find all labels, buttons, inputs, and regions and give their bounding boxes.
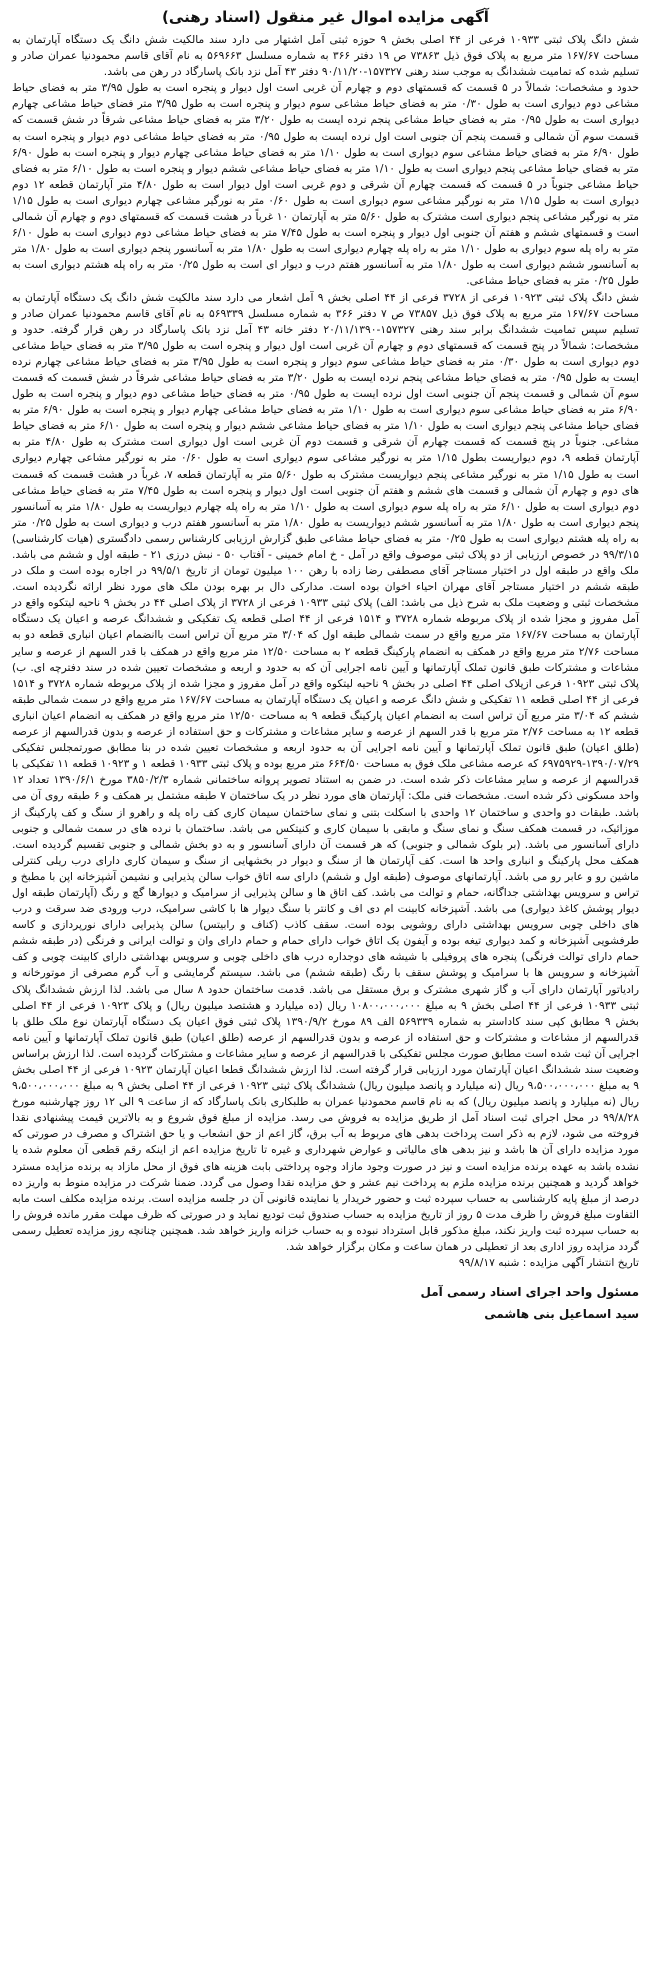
signatory-name: سید اسماعیل بنی هاشمی — [484, 1307, 639, 1322]
publication-date: تاریخ انتشار آگهی مزایده : شنبه ۹۹/۸/۱۷ — [458, 1256, 639, 1270]
notice-paragraph-1: شش دانگ پلاک ثبتی ۱۰۹۳۳ فرعی از ۴۴ اصلی بخش ۹ حوزه ثبتی آمل اشتهار می دارد سند مالکیت شش دانگ یک دستگاه آپارتمان به مساحت ۱۶۷/۶۷ متر مربع به پلاک فوق ذیل ۷۳۸۶۳ ص ۱۹ دفتر ۳۶۶ به شماره مسلسل ۵۶۹۶۶۳ به نام آقای قاسم محمودنیا عمران صادر و تسلیم شده که تمامیت ششدانگ به موجب سند رهنی ۱۵۷۳۲۷-۹۰/۱۱/۲۰ دفتر ۴۳ آمل نزد بانک پاسارگاد در رهن می باشد. — [12, 33, 639, 79]
notice-title: آگهی مزایده اموال غیر منقول (اسناد رهنی) — [162, 8, 489, 26]
office-name: مسئول واحد اجرای اسناد رسمی آمل — [420, 1285, 639, 1300]
notice-paragraph-2: حدود و مشخصات: شمالاً در ۵ قسمت که قسمتهای دوم و چهارم آن غربی است اول دیوار و پنجره است به طول ۳/۹۵ متر به فضای حیاط مشاعی دوم دیواری است به طول ۰/۳۰ متر به فضای حیاط مشاعی سوم دیوار و پنجره است به طول ۳/۹۵ متر فضای حیاط مشاعی چهارم دیواری است به طول ۰/۹۵ متر به فضای حیاط مشاعی پنجم نرده ایست به طول ۳/۲۰ متر به فضای حیاط مشاعی شرقاً در شش قسمت که قسمت سوم آن شمالی و قسمت پنجم آن جنوبی است اول نرده ایست به طول ۰/۹۵ متر به فضای حیاط مشاعی دوم دیوار و پنجره است به طول ۶/۹۰ متر به فضای حیاط مشاعی سوم دیواری است به طول ۱/۱۰ متر به فضای حیاط مشاعی چهارم دیوار و پنجره است به طول ۶/۹۰ متر به فضای حیاط مشاعی پنجم دیواری است به طول ۱/۱۰ متر به فضای حیاط مشاعی ششم دیوار و پنجره است به طول ۶/۱۰ متر به فضای حیاط مشاعی جنوباً در ۵ قسمت که قسمت چهارم آن شرقی و دوم غربی است اول دیوار است به طول ۴/۸۰ متر آپارتمان قطعه ۱۲ دوم دیواری است به طول ۱/۱۵ متر به نورگیر مشاعی سوم دیواری است به طول ۰/۶۰ متر به نورگیر مشاعی چهارم دیواری است به طول ۱/۱۵ متر به نورگیر مشاعی پنجم دیواری است مشترک به طول ۵/۶۰ متر به آپارتمان ۱۰ غرباً در هشت قسمت که قسمتهای دوم و چهارم آن شمالی است و قسمتهای ششم و هفتم آن جنوبی اول دیوار و پنجره است به طول ۷/۴۵ متر به فضای حیاط مشاعی دوم دیواری است به طول ۶/۱۰ متر به راه پله سوم دیواری به طول ۱/۱۰ متر به راه پله چهارم دیواری است به طول ۱/۸۰ متر به آسانسور پنجم دیواری است به طول ۱/۸۰ متر به آسانسور ششم دیواری است به طول ۱/۸۰ متر به آسانسور هفتم درب و دیوار ای است به طول ۰/۲۵ متر به راه پله هشتم دیواری است به طول ۰/۲۵ متر به فضای حیاط مشاعی. — [12, 81, 640, 288]
notice-paragraph-3: شش دانگ پلاک ثبتی ۱۰۹۲۳ فرعی از ۳۷۲۸ فرعی از ۴۴ اصلی بخش ۹ آمل اشعار می دارد سند مالکیت شش دانگ یک دستگاه آپارتمان به مساحت ۱۶۷/۶۷ متر مربع به پلاک فوق ذیل ۷۳۸۵۷ ص ۷ دفتر ۳۶۶ به شماره مسلسل ۵۶۹۳۳۹ به نام آقای قاسم محمودنیا عمران صادر و تسلیم سپس تمامیت ششدانگ برابر سند رهنی ۱۵۷۳۲۷-۲۰/۱۱/۱۳۹۰ دفتر خانه ۴۳ آمل نزد بانک پاسارگاد در رهن قرار گرفته. حدود و مشخصات: شمالاً در پنج قسمت که قسمتهای دوم و چهارم آن غربی است اول دیوار و پنجره است به طول ۳/۹۵ متر به فضای حیاط مشاعی دوم دیواری است به طول ۰/۳۰ متر به فضای حیاط مشاعی سوم دیوار و پنجره است به طول ۳/۹۵ متر به فضای حیاط مشاعی چهارم نرده ایست به طول ۰/۹۵ متر به فضای حیاط مشاعی پنجم نرده ایست به طول ۳/۲۰ متر به فضای حیاط مشاعی شرقاً در شش قسمت که قسمت سوم آن شمالی و قسمت پنجم آن جنوبی است اول نرده ایست به طول ۰/۹۵ متر به فضای حیاط مشاعی دوم دیوار و پنجره است به طول ۶/۹۰ متر به فضای حیاط مشاعی سوم دیواری است به طول ۱/۱۰ متر به فضای حیاط مشاعی چهارم دیوار و پنجره است به طول ۶/۹۰ متر به فضای حیاط مشاعی پنجم دیواری است به طول ۱/۱۰ متر به فضای حیاط مشاعی ششم دیوار و پنجره است به طول ۶/۱۰ متر به فضای حیاط مشاعی. جنوباً در پنج قسمت که قسمت چهارم آن شرقی و قسمت دوم آن غربی است اول دیواری است مشترک به طول ۴/۸۰ متر به آپارتمان قطعه ۹، دوم دیواریست بطول ۱/۱۵ متر به نورگیر مشاعی سوم دیواری است به طول ۰/۶۰ متر به نورگیر مشاعی چهارم دیواری است به طول ۱/۱۵ متر به نورگیر مشاعی پنجم دیواریست مشترک به طول ۵/۶۰ متر به آپارتمان قطعه ۷، غرباً در هشت قسمت که قسمت های دوم و چهارم آن شمالی و قسمت های ششم و هفتم آن جنوبی است اول دیوار و پنجره است به طول ۷/۴۵ متر به فضای حیاط مشاعی دوم دیواری است به طول ۶/۱۰ متر به راه پله سوم دیواری است به طول ۱/۱۰ متر به راه پله چهارم دیواریست به طول ۱/۸۰ متر به آسانسور پنجم دیواری است به طول ۱/۸۰ متر به آسانسور ششم دیواریست به طول ۱/۸۰ متر به آسانسور هفتم درب و دیواری است به طول ۰/۲۵ متر به راه پله هشتم دیواری است به طول ۰/۲۵ متر به فضای حیاط مشاعی طبق گزارش ارزیابی کارشناس رسمی دادگستری (هیات کارشناسی) ۹۹/۳/۱۵ در خصوص ارزیابی از دو پلاک ثبتی موصوف واقع در آمل - خ امام خمینی - آفتاب ۵۰ - نبش درزی ۲۱ - طبقه اول و ششم می باشد. ملک واقع در طبقه اول در اختیار مستاجر آقای مصطفی رضا زاده با رهن ۱۰۰ میلیون تومان از تاریخ ۹۹/۵/۱ در اجاره بوده است و ملک در طبقه ششم در اختیار مستاجر آقای مهران احیاء اخوان بوده است. مدارکی دال بر بهره بودن ملک های مورد نظر ارائه نگردیده است. مشخصات ثبتی و وضعیت ملک به شرح ذیل می باشد: الف) پلاک ثبتی ۱۰۹۳۳ فرعی از ۳۷۲۸ از پلاک اصلی ۴۴ در بخش ۹ ناحیه لیتکوه واقع در آمل مفروز و مجزا شده از پلاک مربوطه شماره ۳۷۲۸ و ۱۵۱۴ فرعی از ۴۴ اصلی قطعه یک تفکیکی و ششدانگ عرصه و اعیان یک دستگاه آپارتمان به مساحت ۱۶۷/۶۷ متر مربع واقع در سمت شمالی طبقه اول که ۳/۰۴ متر مربع آن تراس است باانضمام اعیان انباری قطعه دو به مساحت ۲/۷۶ متر مربع واقع در همکف به انضمام پارکینگ قطعه ۲ به مساحت ۱۲/۵۰ متر مربع واقع در همکف با قدر السهم از عرصه و سایر مشاعات و مشترکات طبق قانون تملک آپارتمانها و آیین نامه اجرایی آن که به حدود و اربعه و مشخصات تعیین شده در سند دفترچه ای. ب) پلاک ثبتی ۱۰۹۲۳ فرعی ازپلاک اصلی ۴۴ اصلی در بخش ۹ ناحیه لیتکوه واقع در آمل مفروز و مجزا شده از پلاک مربوطه شماره ۳۷۲۸ و ۱۵۱۴ فرعی از ۴۴ اصلی قطعه ۱۱ تفکیکی و شش دانگ عرصه و اعیان یک دستگاه آپارتمان به مساحت ۱۶۷/۶۷ متر مربع واقع در سمت شمالی طبقه ششم که ۳/۰۴ متر مربع آن تراس است به انضمام اعیان پارکینگ قطعه ۹ به مساحت ۱۲/۵۰ متر مربع واقع در همکف به انضمام اعیان انباری قطعه ۱۲ به مساحت ۲/۷۶ متر مربع با قدر السهم از عرصه و سایر مشاعات و مشترکات و حق استفاده از عرصه و بدون قدرالسهم از عرصه (طلق اعیان) طبق قانون تملک آپارتمانها و آیین نامه اجرایی آن به حدود اربعه و مشخصات تعیین شده در بنا مطابق صورتمجلس تفکیکی ۱۳۹۰/۰۷/۲۹-۶۹۷۵۹۲۹ که عرصه مشاعی ملک فوق به مساحت ۶۶۴/۵۰ متر مربع بوده و پلاک ثبتی ۱۰۹۳۳ قطعه ۱ و ۱۰۹۲۳ قطعه ۱۱ تفکیکی با قدرالسهم از عرصه و سایر مشاعات ذکر شده است. در ضمن به استناد تصویر پروانه ساختمانی شماره ۳۸۵۰/۲/۳ مورخ ۱۳۹۰/۶/۱ تعداد ۱۲ واحد مسکونی ذکر شده است. مشخصات فنی ملک: آپارتمان های مورد نظر در یک ساختمان ۷ طبقه مشتمل بر همکف و ۶ طبقه روی آن می باشد. طبقات دو واحدی و ساختمان ۱۲ واحدی با اسکلت بتنی و نمای ساختمان سیمان کاری کف راه پله و راهرو از سنگ و کف پارکینگ از موزائیک، در قسمت همکف سنگ و نمای سنگ و مابقی با سیمان کاری و کنیتکس می باشد. ساختمان با نرده های در سمت شمالی و جنوبی دارای آسانسور می باشد. (بر بلوک شمالی و جنوبی) که هر قسمت آن دارای آسانسور و به دو بخش شمالی و جنوبی تقسیم گردیده است. همکف محل پارکینگ و انباری واحد ها است. کف آپارتمان ها از سنگ و دیوار در بخشهایی از سنگ و سیمان کاری دارای درب ریلی کنترلی ماشین رو و عابر رو می باشد. آپارتمانهای موصوف (طبقه اول و ششم) دارای سه اتاق خواب سالن پذیرایی و نشیمن آشپزخانه اپن با مطبخ و تراس و سرویس بهداشتی جداگانه، حمام و توالت می باشد. کف اتاق ها و سالن پذیرایی از سرامیک و دیوارها گچ و رنگ (آپارتمان طبقه اول دیوار پوشش کاغذ دیواری) می باشد. آشپزخانه کابینت ام دی اف و کانتر با سنگ دیوار ها با کاشی سرامیک، درب ورودی ضد سرقت و درب های داخلی چوبی سرویس بهداشتی دارای روشویی بوده است. سقف کاذب (کناف و رابیتس) سالن پذیرایی دارای نورپردازی و کاسه طرفشویی آشپزخانه و کمد دیواری تیغه بوده و آیفون یک اتاق خواب دارای حمام و حمام دارای وان و توالت ایرانی و فرنگی (در طبقه ششم حمام دارای توالت فرنگی) پنجره های پروفیلی با شیشه های دوجداره درب های داخلی چوبی و سرویس بهداشتی دارای کابینت چوبی و کف آشپزخانه و سرویس ها با سرامیک و پوشش سقف با رنگ (طبقه ششم) می باشد. سیستم گرمایشی و آب گرم مصرفی از موتورخانه و رادیاتور آپارتمان دارای آب و گاز شهری مشترک و برق مستقل می باشد. قدمت ساختمان حدود ۸ سال می باشد. لذا ارزش ششدانگ پلاک ثبتی ۱۰۹۳۳ فرعی از ۴۴ اصلی بخش ۹ به مبلغ ۱۰۸۰۰،۰۰۰،۰۰۰ ریال (ده میلیارد و هشتصد میلیون ریال) و پلاک ۱۰۹۲۳ فرعی از ۴۴ اصلی بخش ۹ مطابق کپی سند کاداستر به شماره ۵۶۹۳۳۹ الف ۸۹ مورخ ۱۳۹۰/۹/۲ پلاک ثبتی فوق اعیان یک دستگاه آپارتمان نوع ملک طلق با قدرالسهم از مشاعات و مشترکات و حق استفاده از عرصه و بدون قدرالسهم از عرصه (طلق اعیان) طبق قانون تملک آپارتمانها و آیین نامه اجرایی آن ثبت شده است مطابق صورت مجلس تفکیکی با قدرالسهم از عرصه و سایر مشاعات و مشترکات گردیده است. لذا ارزش براساس وضعیت سند ششدانگ اعیان آپارتمان مورد ارزیابی قرار گرفته است. لذا ارزش ششدانگ قطعا اعیان آپارتمان ۱۰۹۲۳ فرعی از ۴۴ اصلی بخش ۹ به مبلغ ۹،۵۰۰،۰۰۰،۰۰۰ ریال (نه میلیارد و پانصد میلیون ریال) ششدانگ پلاک ثبتی ۱۰۹۲۳ فرعی از ۴۴ اصلی بخش ۹ به مبلغ ۹،۵۰۰،۰۰۰،۰۰۰ ریال (نه میلیارد و پانصد میلیون ریال) که به نام قاسم محمودنیا عمران به طلبکاری بانک پاسارگاد که از ساعت ۹ الی ۱۲ روز چهارشنبه مورخ ۹۹/۸/۲۸ در محل اجرای ثبت اسناد آمل از طریق مزایده به فروش می رسد. مزایده از مبلغ فوق شروع و به بالاترین قیمت پیشنهادی نقدا فروخته می شود، لازم به ذکر است پرداخت بدهی های مربوط به آب برق، گاز اعم از حق انشعاب و یا حق اشتراک و مصرف در صورتی که مورد مزایده دارای آن ها باشد و نیز بدهی های مالیاتی و عوارض شهرداری و غیره تا تاریخ مزایده اعم از اینکه رقم قطعی آن معلوم شده یا نشده باشد به عهده برنده مزایده است و نیز در صورت وجود مازاد وجوه پرداختی بابت هزینه های فوق از محل مازاد به برنده مزایده مسترد خواهد گردید و همچنین برنده مزایده ملزم به پرداخت نیم عشر و حق مزایده نقدا وصول می گردد. ضمنا شرکت در مزایده منوط به واریز ده درصد از مبلغ پایه کارشناسی به حساب سپرده ثبت و حضور خریدار یا نماینده قانونی آن در جلسه مزایده است. برنده مزایده مکلف است مابه التفاوت مبلغ فروش را ظرف مدت ۵ روز از تاریخ مزایده به حساب صندوق ثبت تودیع نماید و در صورتی که ظرف مهلت مقرر مانده فروش را به حساب سپرده ثبت واریز نکند، مبلغ مذکور قابل استرداد نبوده و به حساب خزانه واریز خواهد شد. همچنین چنانچه روز مزایده تعطیل رسمی گردد مزایده روز اداری بعد از تعطیلی در همان ساعت و مکان برگزار خواهد شد. — [12, 290, 640, 1254]
notice-footer — [12, 1281, 639, 1325]
